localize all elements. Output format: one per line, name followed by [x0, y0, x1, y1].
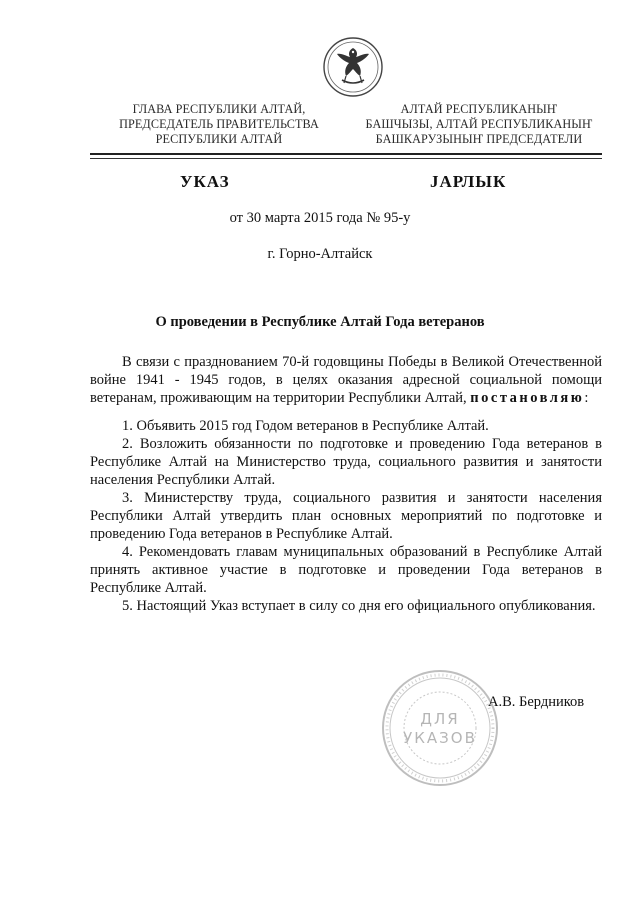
decree-item: 2. Возложить обязанности по подготовке и проведению Года ветеранов в Республике Алтай на Министерство труда, социального развития и занятости населения Республики Алтай.: [90, 436, 602, 488]
header-right-line: БАШЧЫЗЫ, АЛТАЙ РЕСПУБЛИКАНЫҤ: [365, 117, 593, 131]
preamble-colon: :: [584, 390, 589, 406]
preamble-paragraph: [90, 353, 602, 407]
header-divider-thick: [90, 153, 602, 155]
decree-item: 4. Рекомендовать главам муниципальных образований в Республике Алтай принять активное участие в подготовке и проведении Года ветеранов в Республике Алтай.: [90, 544, 602, 596]
header-left-block: [88, 102, 350, 147]
decree-item: 1. Объявить 2015 год Годом ветеранов в Республике Алтай.: [122, 418, 489, 434]
official-stamp: [380, 668, 500, 788]
header-right-line: БАШКАРУЗЫНЫҤ ПРЕДСЕДАТЕЛИ: [375, 132, 583, 146]
stamp-line2: УКАЗОВ: [403, 729, 477, 747]
decree-word: постановляю: [470, 390, 585, 406]
header-left-line: ПРЕДСЕДАТЕЛЬ ПРАВИТЕЛЬСТВА: [119, 117, 319, 131]
title-ukaz: УКАЗ: [180, 172, 230, 191]
decree-date: от 30 марта 2015 года № 95-у: [229, 210, 411, 226]
title-jarlyk: JАРЛЫК: [430, 172, 507, 191]
header-right-line: АЛТАЙ РЕСПУБЛИКАНЫҤ: [400, 102, 558, 116]
decree-body: [90, 353, 602, 615]
decree-item: 3. Министерству труда, социального развития и занятости населения Республики Алтай утвердить план основных мероприятий по подготовке и проведению Года ветеранов в Республике Алтай.: [90, 490, 602, 542]
coat-of-arms-icon: [322, 36, 384, 98]
header-left-line: ГЛАВА РЕСПУБЛИКИ АЛТАЙ,: [132, 102, 306, 116]
decree-city: г. Горно-Алтайск: [267, 246, 373, 262]
preamble-text: В связи с празднованием 70-й годовщины Победы в Великой Отечественной войне 1941 - 1945 годов, в целях оказания адресной социальной помощи ветеранам, проживающим на территории Республики Алтай,: [90, 354, 602, 406]
stamp-line1: ДЛЯ: [420, 710, 460, 728]
header-right-block: [348, 102, 610, 147]
header-left-line: РЕСПУБЛИКИ АЛТАЙ: [155, 132, 283, 146]
decree-subject: О проведении в Республике Алтай Года ветеранов: [155, 314, 485, 330]
header-divider-thin: [90, 158, 602, 159]
decree-item: 5. Настоящий Указ вступает в силу со дня его официального опубликования.: [122, 598, 596, 614]
signature-name: А.В. Бердников: [488, 694, 585, 710]
